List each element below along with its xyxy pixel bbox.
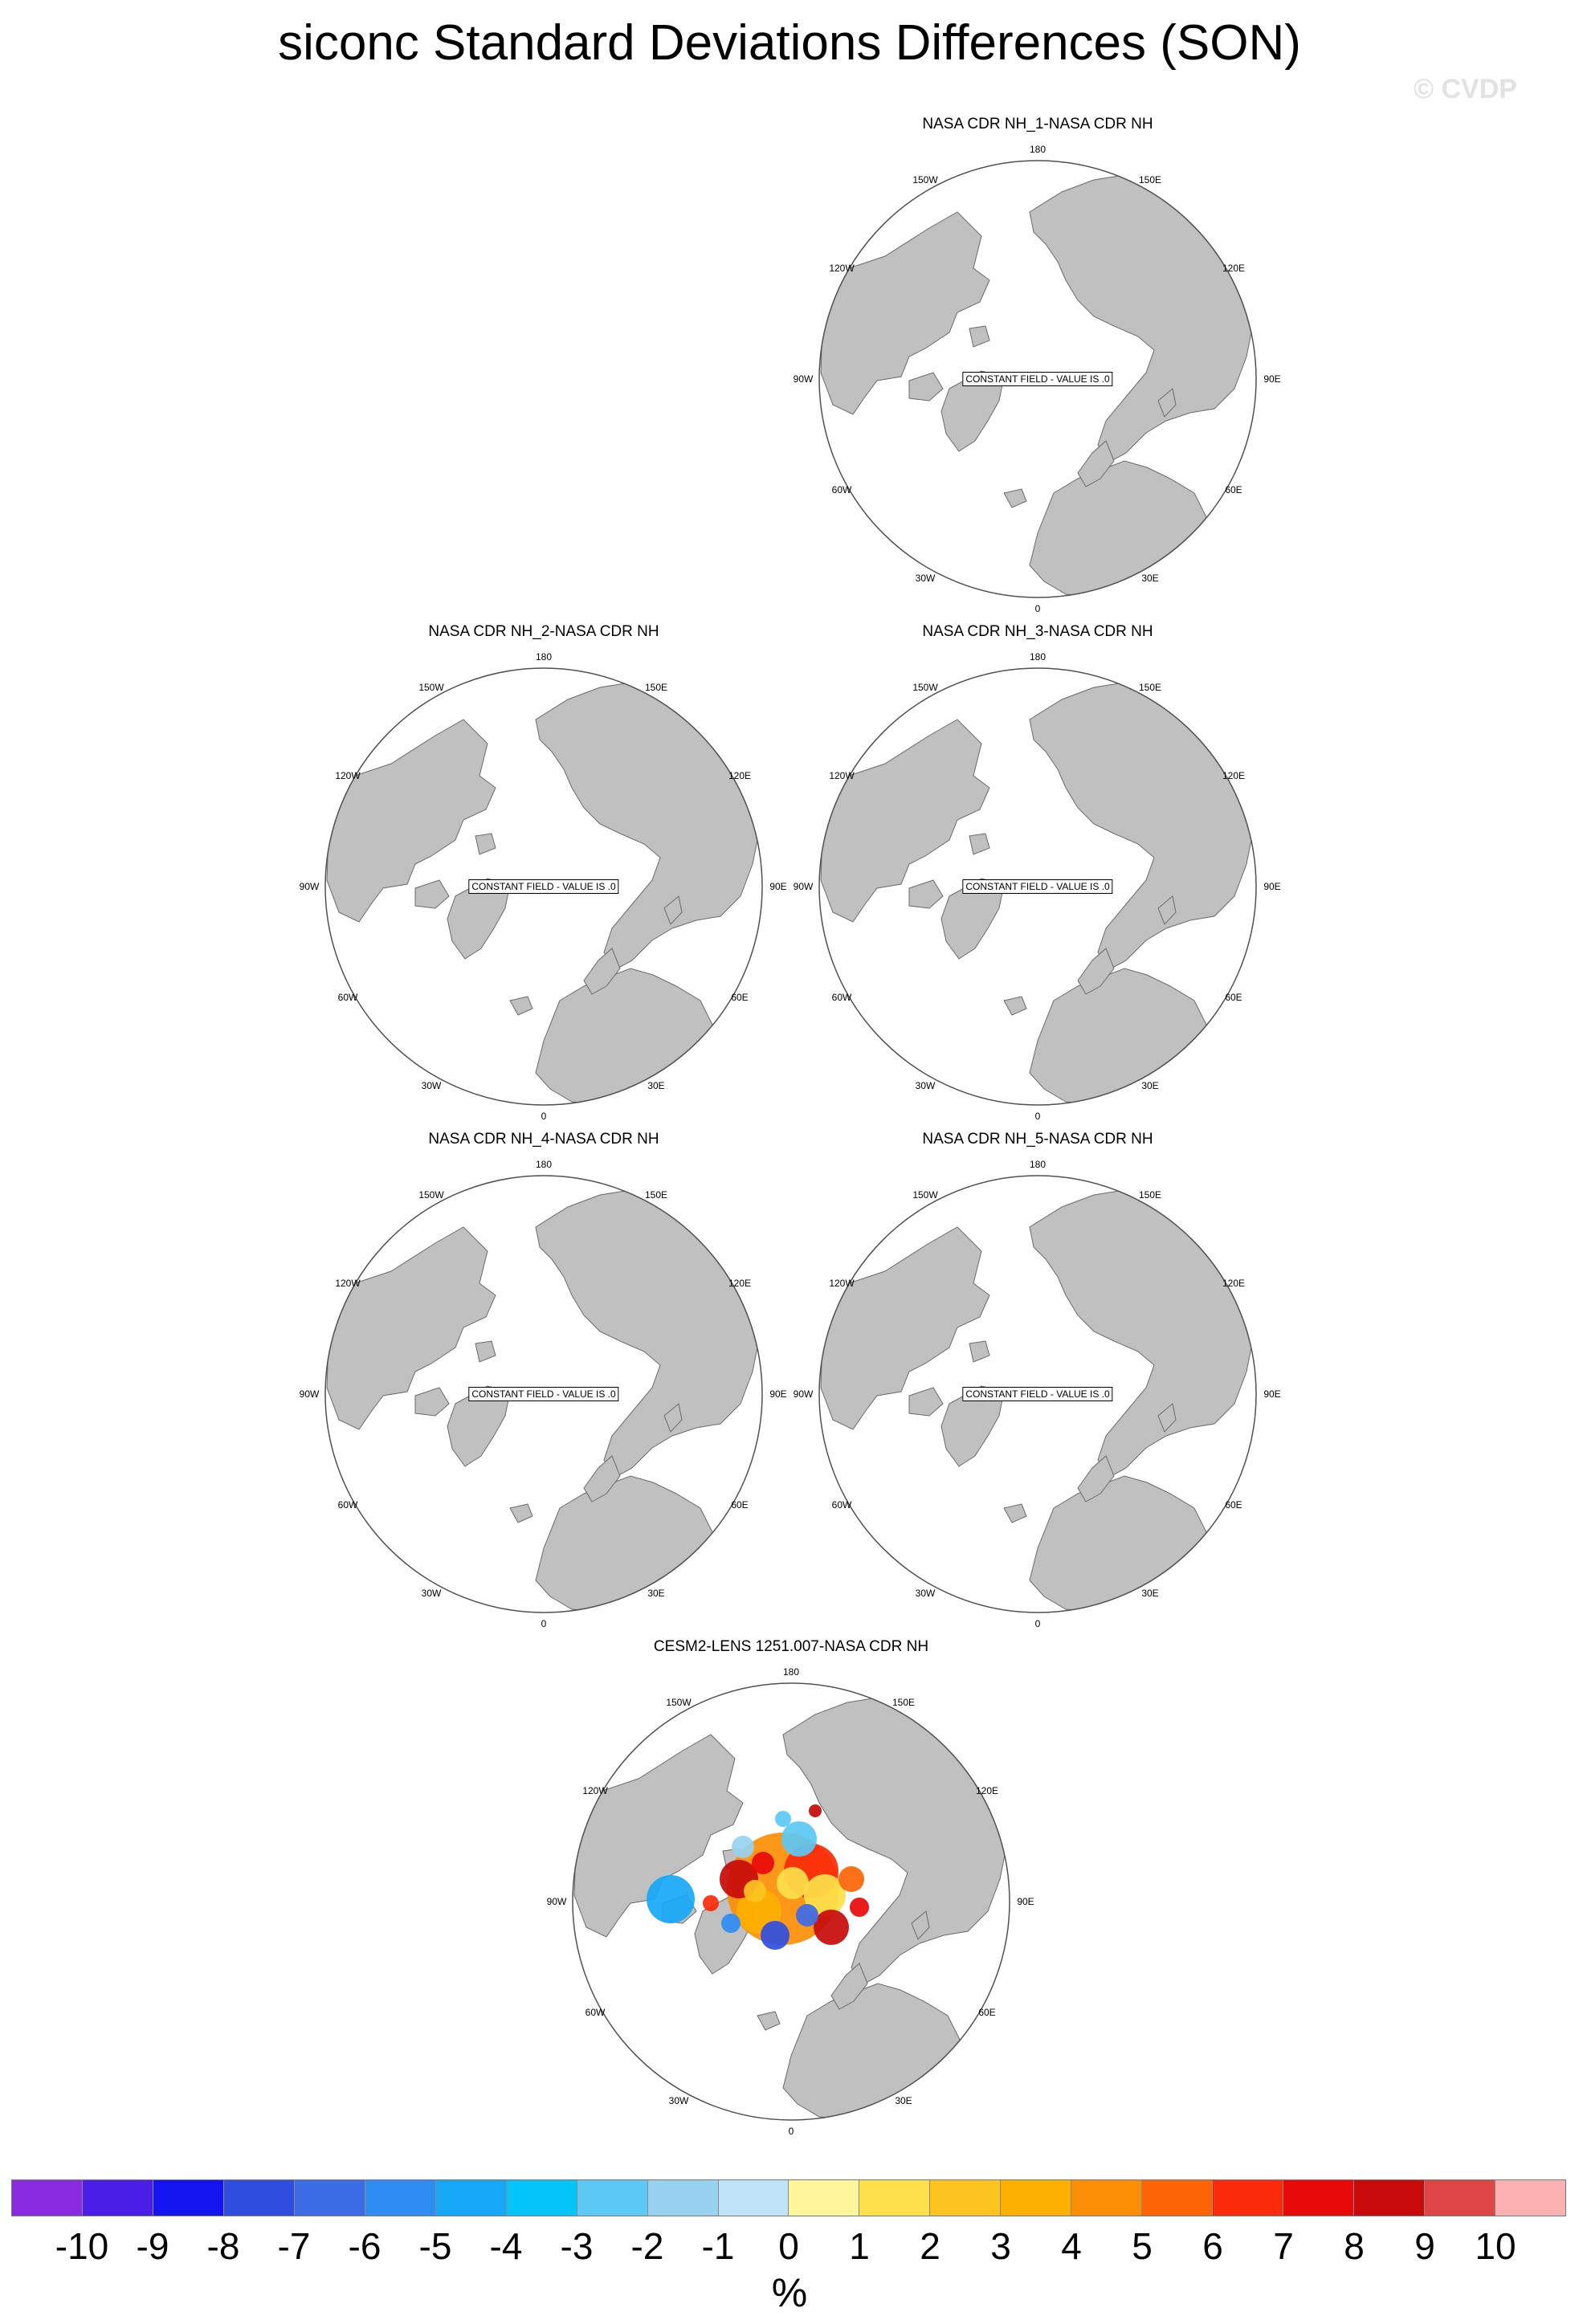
colorbar-tick-label: -10 bbox=[55, 2225, 109, 2267]
longitude-label: 120W bbox=[582, 1785, 608, 1796]
longitude-label: 150W bbox=[912, 1189, 938, 1201]
longitude-label: 150E bbox=[644, 1189, 668, 1201]
anomaly-patch bbox=[850, 1898, 869, 1917]
map-panel-6 bbox=[542, 1638, 1040, 2136]
longitude-label: 60W bbox=[831, 992, 852, 1003]
longitude-label: 60W bbox=[831, 484, 852, 495]
longitude-label: 150E bbox=[1138, 1189, 1162, 1201]
longitude-label: 90W bbox=[546, 1896, 567, 1907]
longitude-label: 180 bbox=[782, 1666, 800, 1678]
colorbar-swatch bbox=[1425, 2180, 1495, 2216]
longitude-label: 120E bbox=[1222, 263, 1246, 274]
colorbar-tick-label: 0 bbox=[778, 2225, 799, 2267]
longitude-label: 30E bbox=[1141, 1588, 1159, 1599]
polar-map bbox=[789, 623, 1287, 1121]
longitude-label: 30W bbox=[421, 1588, 442, 1599]
anomaly-patch bbox=[814, 1910, 849, 1945]
longitude-label: 0 bbox=[1034, 1111, 1041, 1122]
longitude-label: 30E bbox=[895, 2095, 912, 2106]
colorbar-tick-label: 7 bbox=[1273, 2225, 1294, 2267]
longitude-label: 30W bbox=[421, 1080, 442, 1091]
colorbar-swatch bbox=[1495, 2180, 1565, 2216]
colorbar-tick-label: -6 bbox=[348, 2225, 381, 2267]
longitude-label: 120E bbox=[1222, 770, 1246, 781]
longitude-label: 60E bbox=[731, 1499, 749, 1511]
anomaly-patch bbox=[703, 1895, 719, 1911]
longitude-label: 90W bbox=[299, 881, 320, 892]
longitude-label: 60E bbox=[1225, 992, 1242, 1003]
longitude-label: 30E bbox=[647, 1588, 665, 1599]
colorbar-tick-label: -5 bbox=[418, 2225, 452, 2267]
colorbar-tick-label: 10 bbox=[1475, 2225, 1516, 2267]
colorbar-swatch bbox=[648, 2180, 719, 2216]
colorbar-swatch bbox=[789, 2180, 859, 2216]
colorbar-tick-label: 5 bbox=[1132, 2225, 1153, 2267]
colorbar-swatch bbox=[1283, 2180, 1354, 2216]
colorbar-tick-label: -2 bbox=[630, 2225, 664, 2267]
longitude-label: 90E bbox=[769, 1388, 787, 1400]
anomaly-patch bbox=[647, 1875, 695, 1923]
polar-map bbox=[789, 1131, 1287, 1629]
colorbar-swatch bbox=[365, 2180, 436, 2216]
panel-title: NASA CDR NH_3-NASA CDR NH bbox=[922, 623, 1153, 640]
constant-field-note: CONSTANT FIELD - VALUE IS .0 bbox=[468, 1387, 618, 1401]
longitude-label: 60W bbox=[831, 1499, 852, 1511]
constant-field-note: CONSTANT FIELD - VALUE IS .0 bbox=[962, 879, 1112, 894]
longitude-label: 120E bbox=[728, 1278, 752, 1289]
longitude-label: 90W bbox=[793, 373, 814, 385]
longitude-label: 180 bbox=[535, 651, 553, 663]
colorbar-swatch bbox=[577, 2180, 648, 2216]
colorbar-tick-label: 8 bbox=[1344, 2225, 1365, 2267]
colorbar-swatch bbox=[930, 2180, 1001, 2216]
panel-title: CESM2-LENS 1251.007-NASA CDR NH bbox=[653, 1638, 929, 1655]
longitude-label: 150E bbox=[644, 682, 668, 693]
longitude-label: 120W bbox=[829, 263, 855, 274]
anomaly-patch bbox=[796, 1904, 818, 1926]
longitude-label: 60W bbox=[337, 992, 358, 1003]
longitude-label: 150E bbox=[1138, 174, 1162, 186]
map-panel-1 bbox=[789, 116, 1287, 614]
anomaly-patch bbox=[721, 1914, 741, 1933]
longitude-label: 30W bbox=[915, 1588, 936, 1599]
longitude-label: 0 bbox=[541, 1618, 547, 1629]
anomaly-patch bbox=[752, 1852, 774, 1874]
colorbar-units-label: % bbox=[771, 2270, 808, 2315]
colorbar-tick-label: 3 bbox=[990, 2225, 1011, 2267]
longitude-label: 120W bbox=[335, 770, 361, 781]
anomaly-patch bbox=[838, 1866, 864, 1892]
longitude-label: 30E bbox=[647, 1080, 665, 1091]
colorbar-swatch bbox=[295, 2180, 365, 2216]
longitude-label: 90E bbox=[1017, 1896, 1034, 1907]
longitude-label: 120W bbox=[335, 1278, 361, 1289]
polar-map bbox=[789, 116, 1287, 614]
longitude-label: 60E bbox=[1225, 1499, 1242, 1511]
colorbar-swatch bbox=[1001, 2180, 1071, 2216]
longitude-label: 60E bbox=[731, 992, 749, 1003]
colorbar-swatch bbox=[153, 2180, 224, 2216]
polar-map bbox=[542, 1638, 1040, 2136]
longitude-label: 150W bbox=[666, 1697, 692, 1708]
longitude-label: 0 bbox=[1034, 1618, 1041, 1629]
longitude-label: 0 bbox=[1034, 603, 1041, 614]
colorbar-swatch bbox=[1071, 2180, 1142, 2216]
longitude-label: 120E bbox=[1222, 1278, 1246, 1289]
map-panel-3 bbox=[789, 623, 1287, 1121]
longitude-label: 150W bbox=[418, 682, 444, 693]
constant-field-note: CONSTANT FIELD - VALUE IS .0 bbox=[962, 372, 1112, 386]
longitude-label: 150W bbox=[912, 682, 938, 693]
colorbar-swatch bbox=[1213, 2180, 1283, 2216]
longitude-label: 90E bbox=[1263, 881, 1281, 892]
map-panel-5 bbox=[789, 1131, 1287, 1629]
longitude-label: 0 bbox=[541, 1111, 547, 1122]
longitude-label: 30E bbox=[1141, 573, 1159, 584]
longitude-label: 150E bbox=[1138, 682, 1162, 693]
map-panel-2 bbox=[295, 623, 793, 1121]
longitude-label: 30E bbox=[1141, 1080, 1159, 1091]
longitude-label: 180 bbox=[1029, 651, 1047, 663]
colorbar-tick-label: 4 bbox=[1061, 2225, 1082, 2267]
anomaly-patch bbox=[732, 1836, 754, 1858]
colorbar-tick-label: -3 bbox=[560, 2225, 594, 2267]
longitude-label: 30W bbox=[915, 1080, 936, 1091]
longitude-label: 90W bbox=[793, 881, 814, 892]
panel-title: NASA CDR NH_5-NASA CDR NH bbox=[922, 1131, 1153, 1148]
colorbar-tick-label: 6 bbox=[1202, 2225, 1223, 2267]
colorbar-swatch bbox=[1354, 2180, 1425, 2216]
colorbar-tick-label: -8 bbox=[206, 2225, 240, 2267]
colorbar-swatch bbox=[859, 2180, 930, 2216]
anomaly-patch bbox=[809, 1804, 822, 1817]
longitude-label: 180 bbox=[535, 1159, 553, 1170]
colorbar-swatch bbox=[12, 2180, 83, 2216]
longitude-label: 150E bbox=[892, 1697, 916, 1708]
longitude-label: 180 bbox=[1029, 144, 1047, 155]
anomaly-patch bbox=[777, 1867, 809, 1899]
longitude-label: 90E bbox=[769, 881, 787, 892]
anomaly-patch bbox=[761, 1921, 790, 1950]
colorbar-tick-label: 2 bbox=[920, 2225, 940, 2267]
colorbar-swatch bbox=[83, 2180, 153, 2216]
longitude-label: 30W bbox=[915, 573, 936, 584]
longitude-label: 90W bbox=[299, 1388, 320, 1400]
longitude-label: 60E bbox=[1225, 484, 1242, 495]
colorbar bbox=[11, 2179, 1566, 2216]
longitude-label: 90E bbox=[1263, 373, 1281, 385]
colorbar-swatch bbox=[224, 2180, 295, 2216]
longitude-label: 60W bbox=[337, 1499, 358, 1511]
anomaly-patch bbox=[781, 1821, 817, 1857]
colorbar-swatch bbox=[719, 2180, 790, 2216]
map-panel-4 bbox=[295, 1131, 793, 1629]
colorbar-tick-label: 9 bbox=[1414, 2225, 1435, 2267]
panel-title: NASA CDR NH_2-NASA CDR NH bbox=[428, 623, 659, 640]
longitude-label: 120W bbox=[829, 1278, 855, 1289]
longitude-label: 150W bbox=[418, 1189, 444, 1201]
longitude-label: 60W bbox=[585, 2007, 606, 2018]
longitude-label: 90E bbox=[1263, 1388, 1281, 1400]
longitude-label: 150W bbox=[912, 174, 938, 186]
colorbar-tick-label: 1 bbox=[849, 2225, 870, 2267]
longitude-label: 120E bbox=[975, 1785, 999, 1796]
anomaly-patch bbox=[744, 1880, 766, 1902]
colorbar-tick-label: -1 bbox=[701, 2225, 735, 2267]
anomaly-patch bbox=[775, 1811, 791, 1827]
constant-field-note: CONSTANT FIELD - VALUE IS .0 bbox=[962, 1387, 1112, 1401]
panel-title: NASA CDR NH_4-NASA CDR NH bbox=[428, 1131, 659, 1148]
longitude-label: 180 bbox=[1029, 1159, 1047, 1170]
page-title: siconc Standard Deviations Differences (SON) bbox=[278, 15, 1301, 71]
cvdp-watermark: © CVDP bbox=[1414, 74, 1517, 104]
longitude-label: 120E bbox=[728, 770, 752, 781]
colorbar-swatch bbox=[1142, 2180, 1213, 2216]
longitude-label: 0 bbox=[788, 2126, 794, 2137]
polar-map bbox=[295, 1131, 793, 1629]
longitude-label: 60E bbox=[978, 2007, 996, 2018]
polar-map bbox=[295, 623, 793, 1121]
longitude-label: 120W bbox=[829, 770, 855, 781]
longitude-label: 30W bbox=[668, 2095, 689, 2106]
colorbar-swatch bbox=[436, 2180, 507, 2216]
colorbar-swatch bbox=[507, 2180, 577, 2216]
longitude-label: 90W bbox=[793, 1388, 814, 1400]
colorbar-tick-label: -7 bbox=[277, 2225, 311, 2267]
constant-field-note: CONSTANT FIELD - VALUE IS .0 bbox=[468, 879, 618, 894]
colorbar-tick-label: -4 bbox=[489, 2225, 523, 2267]
colorbar-tick-label: -9 bbox=[136, 2225, 169, 2267]
panel-title: NASA CDR NH_1-NASA CDR NH bbox=[922, 116, 1153, 133]
